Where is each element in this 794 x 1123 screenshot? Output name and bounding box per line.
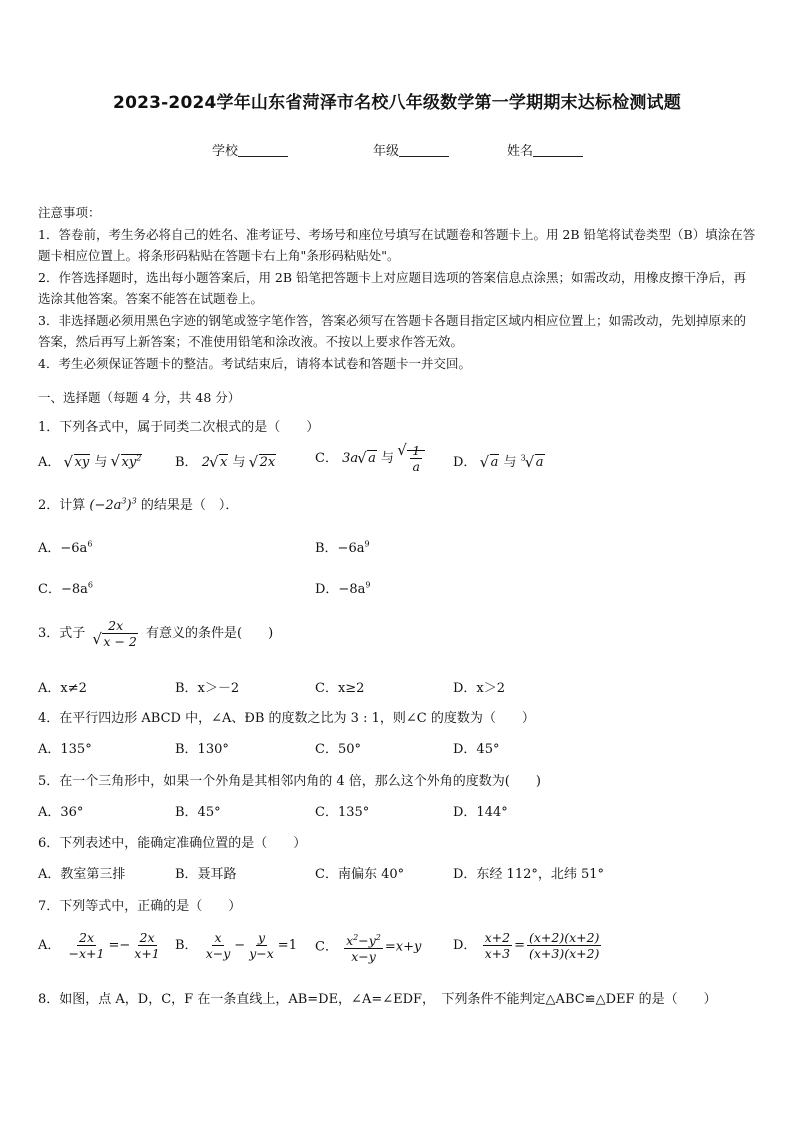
exponent: 9 — [364, 539, 370, 549]
connector-text: 与 — [232, 455, 246, 470]
q1-option-d: D． √ a 与 $^3$√ a — [453, 451, 545, 470]
q1-option-a — [38, 451, 142, 470]
school-field — [212, 140, 288, 159]
math-expr: √ a — [358, 451, 377, 466]
q4-option-a: A．135° — [38, 742, 92, 757]
q1-option-c: C． 3a√ a 与 √ $\frac{1}{a}$ — [315, 443, 425, 474]
question-3-stem — [38, 618, 273, 649]
school-blank — [238, 144, 288, 157]
note-item: 1．答卷前，考生务必将自己的姓名、准考证号、考场号和座位号填写在试题卷和答题卡上。用 2B 铅笔将试卷类型（B）填涂在答题卡相应位置上。将条形码粘贴在答题卡右上角"条形码粘贴处"。 — [38, 226, 756, 263]
q2-option-c — [38, 578, 93, 597]
option-text: D．−8a — [315, 582, 366, 597]
q6-option-d: D．东经 112°，北纬 51° — [453, 867, 605, 882]
q7-option-d: D． $\frac{x+2}{x+3}$ = $\frac{(x+2)(x+2)}{(x+3)(x+2)}$ — [453, 930, 600, 961]
school-label: 学校 — [212, 144, 239, 159]
q3-option-a: A．x≠2 — [38, 681, 87, 696]
q5-option-d: D．144° — [453, 805, 508, 820]
stem-text: 有意义的条件是( ) — [146, 626, 274, 641]
name-blank — [533, 144, 583, 157]
q2-option-a — [38, 537, 92, 556]
math-expr: √ $xy^2$ — [112, 454, 143, 470]
q2-option-b — [315, 537, 370, 556]
page-title: 2023-2024学年山东省菏泽市名校八年级数学第一学期期末达标检测试题 — [113, 93, 681, 113]
note-item: 3．非选择题必须用黑色字迹的钢笔或签字笔作答，答案必须写在答题卡各题目指定区域内相应位置上；如需改动，先划掉原来的答案，然后再写上新答案；不准使用铅笔和涂改液。不按以上要求作答无效。 — [38, 312, 746, 349]
q6-option-a: A．教室第三排 — [38, 867, 126, 882]
stem-text: 2．计算 — [38, 498, 86, 513]
connector-text: 与 — [503, 455, 517, 470]
connector-text: 与 — [94, 455, 108, 470]
notes-block — [38, 202, 758, 374]
name-label: 姓名 — [507, 144, 534, 159]
option-label: C． — [315, 451, 338, 466]
option-label: B． — [175, 938, 198, 953]
question-5-stem: 5．在一个三角形中，如果一个外角是其相邻内角的 4 倍，那么这个外角的度数为( ) — [38, 774, 541, 789]
q6-option-b: B．聂耳路 — [175, 867, 237, 882]
denominator: √ x − 2 — [91, 634, 139, 649]
math-expr: √ xy — [65, 455, 91, 470]
option-label: D． — [453, 455, 477, 470]
q4-option-d: D．45° — [453, 742, 500, 757]
option-label: C． — [315, 939, 338, 955]
name-field — [507, 140, 583, 159]
q5-option-b: B．45° — [175, 805, 221, 820]
q4-option-c: C．50° — [315, 742, 361, 757]
question-2-stem — [38, 494, 238, 513]
option-label: D． — [453, 938, 477, 953]
numerator: 2x — [108, 618, 124, 633]
math-expr: √ a — [481, 455, 500, 470]
fraction — [91, 618, 139, 649]
math-expr: √ $\frac{1}{a}$ — [398, 443, 425, 474]
exponent: 6 — [87, 539, 93, 549]
exponent: 9 — [365, 580, 371, 590]
option-text: B．−6a — [315, 541, 365, 556]
q7-option-c: C． $\frac{x^2-y^2}{x-y}$ =x+y — [315, 930, 421, 964]
option-label: B． — [175, 455, 198, 470]
q2-option-d — [315, 578, 370, 597]
note-item: 4．考生必须保证答题卡的整洁。考试结束后，请将本试卷和答题卡一并交回。 — [38, 355, 471, 371]
stem-text: 的结果是（ ）． — [140, 498, 239, 513]
q4-option-b: B．130° — [175, 742, 229, 757]
q5-option-c: C．135° — [315, 805, 370, 820]
question-7-stem: 7．下列等式中，正确的是（ ） — [38, 899, 242, 914]
q5-option-a: A．36° — [38, 805, 84, 820]
math-expr: √ a — [526, 455, 545, 470]
math-expr: √ 2x — [250, 455, 277, 470]
option-label: A． — [38, 938, 61, 953]
question-8-stem: 8．如图，点 A，D，C，F 在一条直线上，AB=DE，∠A=∠EDF， 下列条件不能判定△ABC≌△DEF 的是（ ） — [38, 992, 717, 1007]
grade-label: 年级 — [373, 144, 400, 159]
math-expr: $(-2a^3)^3$ — [89, 496, 137, 513]
q7-option-a: A． $\frac{2x}{-x+1}$ =− $\frac{2x}{x+1}$ — [38, 930, 160, 961]
math-expr: √ x — [210, 455, 228, 470]
q6-option-c: C．南偏东 40° — [315, 867, 405, 882]
section-heading: 一、选择题（每题 4 分，共 48 分） — [38, 390, 241, 405]
q3-option-c: C．x≥2 — [315, 681, 365, 696]
option-text: A．−6a — [38, 541, 88, 556]
q1-option-b: B． 2√ x 与 √ 2x — [175, 451, 276, 470]
option-label: A． — [38, 455, 61, 470]
connector-text: 与 — [381, 451, 395, 466]
exponent: 6 — [87, 580, 93, 590]
question-6-stem: 6．下列表述中，能确定准确位置的是（ ） — [38, 836, 307, 851]
note-item: 2．作答选择题时，选出每小题答案后，用 2B 铅笔把答题卡上对应题目选项的答案信息点涂黑；如需改动，用橡皮擦干净后，再选涂其他答案。答案不能答在试题卷上。 — [38, 269, 747, 306]
option-text: C．−8a — [38, 582, 88, 597]
q3-option-b: B．x＞－2 — [175, 681, 240, 696]
question-1-stem: 1．下列各式中，属于同类二次根式的是（ ） — [38, 420, 320, 435]
q7-option-b: B． $\frac{x}{x-y}$ − $\frac{y}{y-x}$ =1 — [175, 930, 297, 961]
grade-field — [373, 140, 449, 159]
notes-heading: 注意事项： — [38, 205, 101, 220]
q3-option-d: D．x＞2 — [453, 681, 506, 696]
question-4-stem: 4．在平行四边形 ABCD 中，∠A、ÐB 的度数之比为 3 : 1，则∠C 的度数为（ ） — [38, 711, 535, 726]
grade-blank — [399, 144, 449, 157]
stem-text: 3．式子 — [38, 626, 86, 641]
